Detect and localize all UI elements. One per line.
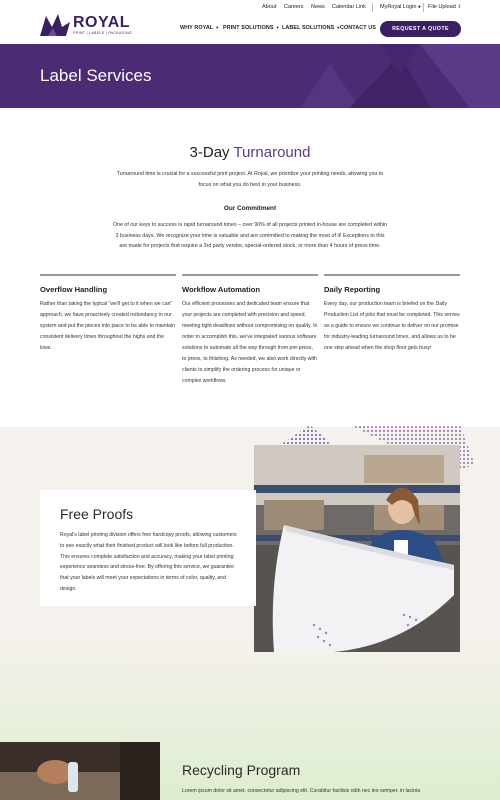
chevron-down-icon: ▼ (215, 25, 220, 30)
chevron-down-icon: ▼ (336, 25, 341, 30)
upload-label: File Upload (428, 4, 456, 10)
request-quote-button[interactable]: REQUEST A QUOTE (380, 21, 461, 37)
page-title: Label Services (40, 66, 152, 85)
free-proofs-card (40, 490, 256, 606)
nav-label: LABEL SOLUTIONS (282, 25, 335, 31)
divider (324, 274, 460, 276)
commitment-text: One of our keys to success is rapid turnaround times – over 90% of all projects printed in-house are completed within 3 business days. We recognize your time is valuable and are committed to making the most of it! Exceptions to this are made for projects that require a 3rd party vendor, special-ordered stock, or more than 4 hours of press time. (112, 222, 388, 249)
proofs-photo (254, 445, 460, 652)
feature-column (324, 274, 460, 354)
feature-column (40, 274, 176, 354)
feature-body: Every day, our production team is briefed on the Daily Production List of jobs that must be completed. This serves as a guide to ensure we continue to deliver on our promise for industry-leading turnaround times, and allows us to be one step ahead when the shop floor gets busy! (324, 300, 460, 351)
recycling-image (0, 742, 160, 800)
utility-link-upload[interactable] (428, 4, 462, 10)
nav-item-print-solutions[interactable] (223, 25, 280, 31)
feature-body: Rather than taking the typical “we'll get to it when we can” approach, we have proactively created redundancy in our system and put the pieces into place to be able to maintain consistent delivery times throughout the highs and the lows. (40, 300, 175, 351)
feature-heading: Daily Reporting (324, 284, 381, 294)
feature-column (182, 274, 318, 387)
commitment-heading: Our Commitment (223, 205, 277, 212)
utility-divider (372, 3, 373, 12)
feature-heading: Overflow Handling (40, 284, 108, 294)
recycling-body: Lorem ipsum dolor sit amet, consectetur adipiscing elit. Curabitur facilisis nibh nec leo semper, in lacinia (182, 788, 421, 794)
nav-label: WHY ROYAL (180, 25, 214, 31)
heading-part: 3-Day (189, 144, 230, 161)
worker-holding-label-sheet-image (254, 445, 460, 652)
login-label: MyRoyal Login (380, 4, 417, 10)
utility-bar (0, 0, 500, 14)
brand-name: ROYAL (73, 14, 131, 31)
nav-label: PRINT SOLUTIONS (223, 25, 274, 31)
free-proofs-heading: Free Proofs (60, 506, 134, 522)
utility-link-careers[interactable]: Careers (284, 4, 304, 10)
divider (40, 274, 176, 276)
utility-link-calendar[interactable]: Calendar Link (332, 4, 366, 10)
utility-link-login[interactable] (380, 4, 421, 10)
turnaround-intro: Turnaround time is crucial for a successful print project. At Royal, we prioritize your printing needs, allowing you to focus on what you do best in your business. (116, 171, 384, 188)
recycling-heading: Recycling Program (182, 762, 301, 778)
hero-banner (0, 44, 500, 108)
heading-accent: Turnaround (233, 144, 311, 161)
feature-body: Our efficient processes and dedicated team ensure that your projects are completed with precision and speed, meeting tight deadlines without compromising on quality. In order to accomplish this, we've integrated various software solutions to automate all the way through from pre-press, to press, to finishing. As needed, we also work directly with clients to simplify the ordering process for unique or complex workflows. (182, 300, 318, 384)
utility-link-about[interactable]: About (262, 4, 277, 10)
utility-divider (423, 3, 424, 12)
chevron-down-icon: ▼ (275, 25, 280, 30)
upload-icon: ⇪ (457, 4, 462, 10)
section-heading-turnaround (0, 144, 500, 161)
nav-item-why-royal[interactable] (180, 25, 219, 31)
utility-link-news[interactable]: News (311, 4, 325, 10)
recycling-photo (0, 742, 160, 800)
feature-heading: Workflow Automation (182, 284, 261, 294)
brand-tagline: PRINT | LABELS | PACKAGING (73, 31, 133, 35)
free-proofs-body: Royal's label printing division offers free hardcopy proofs, allowing customers to see exactly what their finished product will look like before full production. This ensures complete satisfaction and accuracy, making your label printing experience seamless and stress-free. By offering this service, we guarantee that your labels will meet your expectations in terms of color, quality, and design. (60, 532, 237, 592)
user-icon: ● (417, 4, 421, 10)
nav-item-label-solutions[interactable] (282, 25, 340, 31)
nav-item-contact[interactable]: CONTACT US (340, 25, 376, 31)
divider (182, 274, 318, 276)
